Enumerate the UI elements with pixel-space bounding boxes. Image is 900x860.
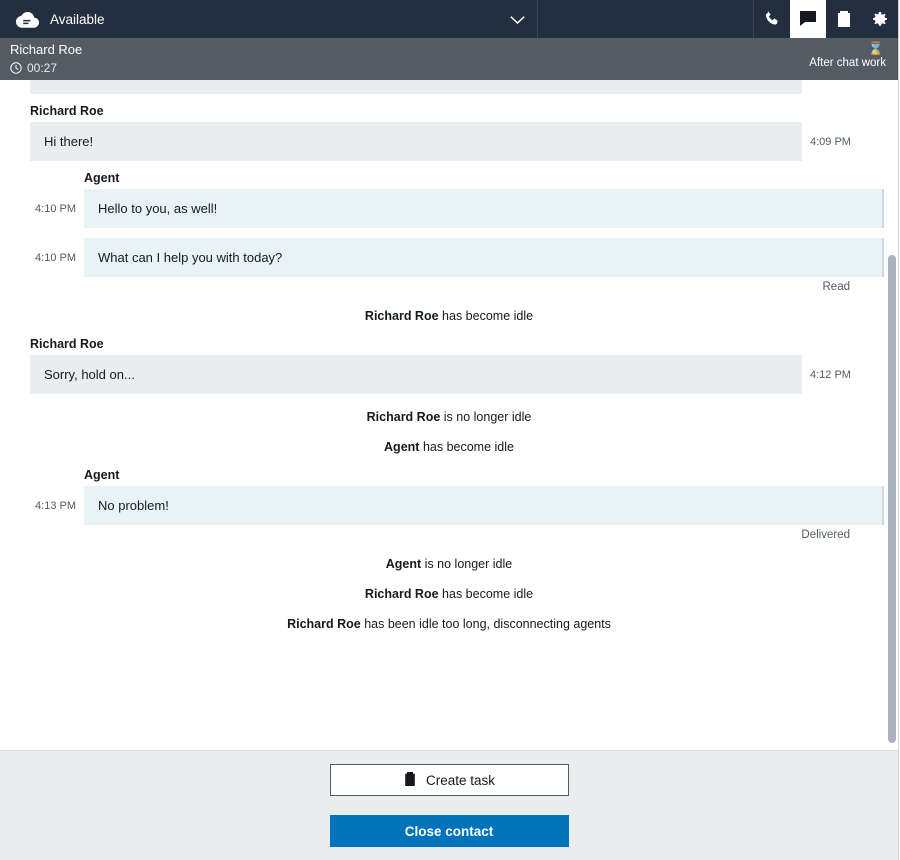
agent-status-section[interactable] [0,0,538,38]
clock-icon [10,62,22,74]
contact-actions-footer [0,750,898,860]
transcript-scrollbar-thumb[interactable] [888,255,896,743]
close-contact-button[interactable] [330,815,569,847]
chat-transcript-panel[interactable] [0,80,898,750]
system-event [14,557,884,571]
message-group-agent-1 [14,171,884,293]
contact-state-label: After chat work [809,57,886,69]
message-timestamp: 4:13 PM [35,499,76,512]
system-event-text: has become idle [442,587,534,601]
message-sender: Richard Roe [30,337,104,351]
message-bubble: Sorry, hold on... [30,355,802,394]
message-receipt: Read [822,281,850,293]
system-event-actor: Richard Roe [287,617,361,631]
message-group-agent-2 [14,468,884,541]
message-timestamp: 4:12 PM [810,368,851,381]
system-event-actor: Richard Roe [366,410,441,424]
agent-status-label: Available [50,11,105,27]
system-event [14,440,884,454]
contact-timer-value: 00:27 [27,61,58,75]
message-row [35,486,884,525]
chevron-down-icon[interactable] [497,0,537,38]
partial-bubble [30,80,802,94]
system-event [14,309,884,323]
hourglass-icon: ⌛ [867,41,884,56]
system-event [14,410,884,424]
create-task-label: Create task [425,772,496,788]
top-icon-group [753,0,898,38]
system-event-actor: Agent [384,440,420,454]
message-bubble: Hello to you, as well! [84,189,884,228]
system-event [14,587,884,601]
clipboard-icon [403,771,417,790]
top-bar [0,0,898,38]
message-bubble: What can I help you with today? [84,238,884,277]
system-event-actor: Richard Roe [364,587,439,601]
system-event [14,617,884,631]
message-bubble: No problem! [84,486,884,525]
system-event-text: is no longer idle [424,557,513,571]
message-row [35,189,884,228]
create-task-button[interactable] [330,764,569,796]
system-event-text: has become idle [422,440,514,454]
system-event-text: has been idle too long, disconnecting agents [364,617,611,631]
cloud-icon [14,6,40,32]
message-row [14,122,884,161]
message-timestamp: 4:10 PM [35,251,76,264]
message-group-customer-2 [14,337,884,394]
message-row [35,238,884,277]
message-timestamp: 4:09 PM [810,135,851,148]
system-event-text: is no longer idle [443,410,532,424]
message-bubble: Hi there! [30,122,802,161]
system-event-actor: Agent [385,557,422,571]
close-contact-label: Close contact [404,823,494,839]
contact-name: Richard Roe [10,42,83,57]
transcript-scrollbar[interactable] [888,80,896,750]
message-sender: Agent [84,171,120,185]
message-receipt: Delivered [801,529,850,541]
contact-header-left [10,42,82,75]
contact-header-right [809,42,886,69]
message-sender: Agent [84,468,120,482]
phone-icon[interactable] [754,0,790,38]
message-timestamp: 4:10 PM [35,202,76,215]
settings-gear-icon[interactable] [862,0,898,38]
system-event-text: has become idle [442,309,534,323]
topbar-spacer [538,0,753,38]
message-group-customer-1 [14,104,884,161]
message-row [14,355,884,394]
chat-icon[interactable] [790,0,826,38]
chat-transcript [0,80,898,750]
message-sender: Richard Roe [30,104,104,118]
contact-timer [10,61,82,75]
contact-header [0,38,898,80]
system-event-actor: Richard Roe [364,309,439,323]
tasks-icon[interactable] [826,0,862,38]
